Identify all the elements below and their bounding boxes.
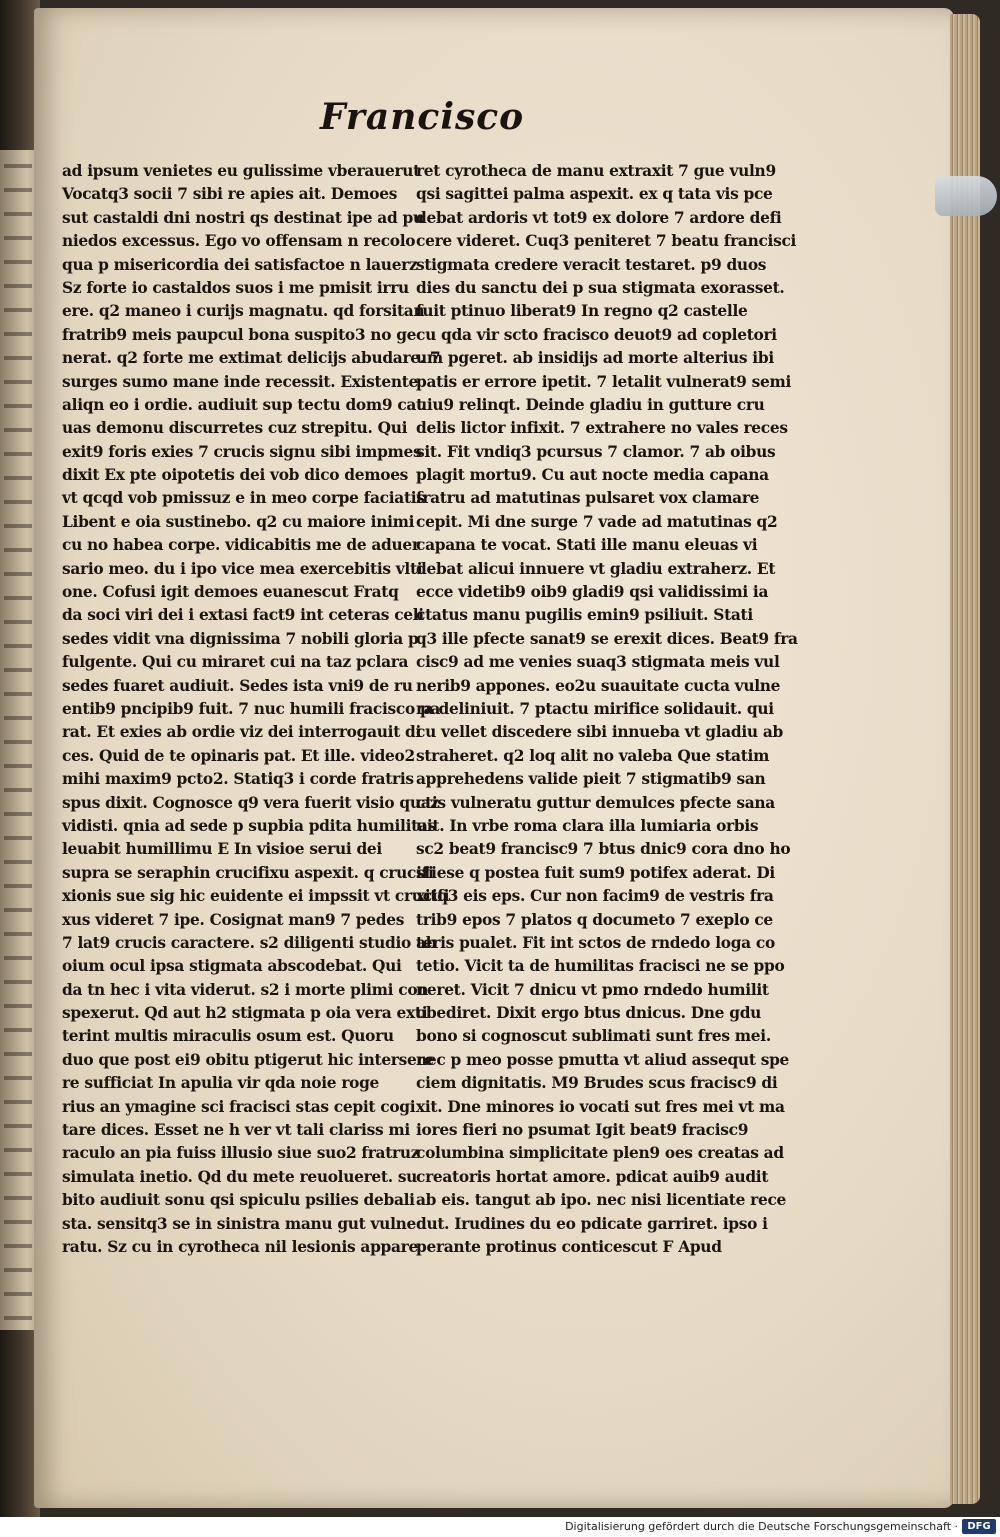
text-line: xit. Dne minores io vocati sut fres mei vt ma	[416, 1097, 785, 1116]
text-line: stigmata credere veracit testaret. p9 duos	[416, 255, 767, 274]
text-line: fuit ptinuo liberat9 In regno q2 castelle	[416, 302, 748, 321]
text-line: re sufficiat In apulia vir qda noie roge	[62, 1074, 380, 1093]
text-line: ratu. Sz cu in cyrotheca nil lesionis appare	[62, 1237, 418, 1256]
text-line: capana te vocat. Stati ille manu eleuas vi	[416, 536, 758, 555]
text-line: fratru ad matutinas pulsaret vox clamare	[416, 489, 760, 508]
text-line: qua p misericordia dei satisfactoe n lauerz	[62, 255, 418, 274]
text-line: supra se seraphin crucifixu aspexit. q crucifi	[62, 863, 434, 882]
digitization-footer	[0, 1517, 1000, 1537]
text-line: cepit. Mi dne surge 7 vade ad matutinas q2	[416, 512, 778, 531]
text-line: duo que post ei9 obitu ptigerut hic intersere	[62, 1050, 434, 1069]
text-line: ciem dignitatis. M9 Brudes scus fracisc9 di	[416, 1074, 778, 1093]
text-line: ere. q2 maneo i curijs magnatu. qd forsitan	[62, 302, 425, 321]
text-line: ra deliniuit. 7 ptactu mirifice solidauit. qui	[416, 699, 774, 718]
text-line: ab eis. tangut ab ipo. nec nisi licentiate rece	[416, 1191, 787, 1210]
dfg-logo: DFG	[962, 1519, 996, 1534]
text-line: sc2 beat9 francisc9 7 btus dnic9 cora dno ho	[416, 840, 791, 859]
text-line: mihi maxim9 pcto2. Statiq3 i corde fratris	[62, 770, 414, 789]
text-line: Sz forte io castaldos suos i me pmisit irru	[62, 278, 409, 297]
text-line: cu no habea corpe. vidicabitis me de aduer	[62, 536, 420, 555]
text-line: apprehedens valide pieit 7 stigmatib9 san	[416, 770, 766, 789]
text-line: delis lictor infixit. 7 extrahere no vales reces	[416, 419, 788, 438]
text-line: debat alicui innuere vt gladiu extraherz. Et	[416, 559, 776, 578]
text-line: uiu9 relinqt. Deinde gladiu in gutture cru	[416, 395, 765, 414]
text-line: nerat. q2 forte me extimat delicijs abudare. 7	[62, 349, 441, 368]
text-line: terint multis miraculis osum est. Quoru	[62, 1027, 394, 1046]
text-line: da tn hec i vita viderut. s2 i morte plimi con	[62, 980, 429, 999]
text-line: fulgente. Qui cu miraret cui na taz pclara	[62, 653, 409, 672]
text-line: xionis sue sig hic euidente ei impssit vt crucifi	[62, 887, 450, 906]
text-line: teris pualet. Fit int sctos de rndedo loga co	[416, 933, 775, 952]
text-line: sut castaldi dni nostri qs destinat ipe ad pu	[62, 208, 424, 227]
text-line: obediret. Dixit ergo btus dnicus. Dne gdu	[416, 1004, 762, 1023]
text-line: vt qcqd vob pmissuz e in meo corpe faciatis	[62, 489, 425, 508]
text-line: nerib9 appones. eo2u suauitate cucta vulne	[416, 676, 781, 695]
text-line: entib9 pncipib9 fuit. 7 nuc humili fracisco pa	[62, 699, 441, 718]
text-line: rat. Et exies ab ordie viz dei interrogauit di	[62, 723, 422, 742]
text-line: niedos excessus. Ego vo offensam n recolo	[62, 232, 416, 251]
text-line: uit. In vrbe roma clara illa lumiaria orbis	[416, 816, 759, 835]
text-line: bito audiuit sonu qsi spiculu psilies debali	[62, 1191, 415, 1210]
text-line: exit9 foris exies 7 crucis signu sibi impmes	[62, 442, 422, 461]
page-stack-edge	[950, 14, 980, 1504]
text-line: straheret. q2 loq alit no valeba Que statim	[416, 746, 770, 765]
text-line: neret. Vicit 7 dnicu vt pmo rndedo humilit	[416, 980, 769, 999]
text-line: aliqn eo i ordie. audiuit sup tectu dom9 cat	[62, 395, 423, 414]
left-text-column	[62, 160, 450, 1259]
text-line: iores fieri no psumat Igit beat9 fracisc9	[416, 1121, 749, 1140]
text-line: spus dixit. Cognosce q9 vera fuerit visio quaz	[62, 793, 439, 812]
text-line: xitq3 eis eps. Cur non facim9 de vestris fra	[416, 887, 774, 906]
text-line: ret cyrotheca de manu extraxit 7 gue vuln9	[416, 162, 776, 180]
text-line: cere videret. Cuq3 peniteret 7 beatu francisci	[416, 232, 797, 251]
page-clip-marker	[935, 176, 997, 216]
text-line: da soci viri dei i extasi fact9 int ceteras celi	[62, 606, 424, 625]
text-line: debat ardoris vt tot9 ex dolore 7 ardore defi	[416, 208, 782, 227]
funding-credit: Digitalisierung gefördert durch die Deutsche Forschungsgemeinschaft ·	[565, 1520, 958, 1533]
text-line: creatoris hortat amore. pdicat auib9 audit	[416, 1167, 769, 1186]
text-line: q3 ille pfecte sanat9 se erexit dices. Beat9 fra	[416, 629, 798, 648]
text-line: perante protinus conticescut F Apud	[416, 1237, 722, 1256]
text-line: oium ocul ipsa stigmata abscodebat. Qui	[62, 957, 402, 976]
text-line: surges sumo mane inde recessit. Existente	[62, 372, 419, 391]
text-line: sedes vidit vna dignissima 7 nobili gloria p	[62, 629, 419, 648]
text-line: tare dices. Esset ne h ver vt tali clariss mi	[62, 1121, 410, 1140]
facing-page-edge	[0, 150, 38, 1330]
right-text-column	[416, 160, 798, 1259]
text-line: ces. Quid de te opinaris pat. Et ille. video2	[62, 746, 415, 765]
text-line: cu qda vir scto fracisco deuot9 ad copletori	[416, 325, 777, 344]
text-line: dixit Ex pte oipotetis dei vob dico demoes	[62, 466, 409, 485]
text-line: cisc9 ad me venies suaq3 stigmata meis vul	[416, 653, 780, 672]
text-line: 7 lat9 crucis caractere. s2 diligenti studio ab	[62, 933, 437, 952]
text-line: simulata inetio. Qd du mete reuolueret. su	[62, 1167, 418, 1186]
text-line: sta. sensitq3 se in sinistra manu gut vulne	[62, 1214, 417, 1233]
text-line: dies du sanctu dei p sua stigmata exorasset.	[416, 278, 785, 297]
text-line: tetio. Vicit ta de humilitas fracisci ne se ppo	[416, 957, 785, 976]
text-line: sit. Fit vndiq3 pcursus 7 clamor. 7 ab oibus	[416, 442, 776, 461]
text-line: nec p meo posse pmutta vt aliud assequt spe	[416, 1050, 790, 1069]
text-line: plagit mortu9. Cu aut nocte media capana	[416, 466, 769, 485]
text-line: uas demonu discurretes cuz strepitu. Qui	[62, 419, 408, 438]
text-line: fratrib9 meis paupcul bona suspito3 no ge	[62, 325, 417, 344]
text-line: sario meo. du i ipo vice mea exercebitis vlti	[62, 559, 423, 578]
text-line: xus videret 7 ipe. Cosignat man9 7 pedes	[62, 910, 405, 929]
text-line: one. Cofusi igit demoes euanescut Fratq	[62, 583, 399, 602]
text-line: cu vellet discedere sibi innueba vt gladiu ab	[416, 723, 784, 742]
text-line: ctatus manu pugilis emin9 psiliuit. Stati	[416, 606, 753, 625]
text-line: bono si cognoscut sublimati sunt fres mei.	[416, 1027, 771, 1046]
text-line: ecce videtib9 oib9 gladi9 qsi validissimi ia	[416, 583, 769, 602]
text-line: spexerut. Qd aut h2 stigmata p oia vera exti	[62, 1004, 428, 1023]
text-line: rius an ymagine sci fracisci stas cepit cogi	[62, 1097, 416, 1116]
text-line: ad ipsum venietes eu gulissime vberauerut	[62, 162, 420, 180]
text-line: Vocatq3 socii 7 sibi re apies ait. Demoes	[62, 185, 398, 204]
running-head: Francisco	[320, 96, 525, 138]
text-line: columbina simplicitate plen9 oes creatas ad	[416, 1144, 784, 1163]
text-line: trib9 epos 7 platos q documeto 7 exeplo ce	[416, 910, 773, 929]
text-line: stiese q postea fuit sum9 potifex aderat. Di	[416, 863, 775, 882]
text-line: vidisti. qnia ad sede p supbia pdita humilitas	[62, 816, 436, 835]
text-line: sedes fuaret audiuit. Sedes ista vni9 de ru	[62, 676, 413, 695]
text-line: qsi sagittei palma aspexit. ex q tata vis pce	[416, 185, 773, 204]
text-line: Libent e oia sustinebo. q2 cu maiore inimi	[62, 512, 415, 531]
text-line: patis er errore ipetit. 7 letalit vulnerat9 semi	[416, 372, 792, 391]
text-line: leuabit humillimu E In visioe serui dei	[62, 840, 382, 859]
text-line: raculo an pia fuiss illusio siue suo2 fratruz	[62, 1144, 420, 1163]
text-line: um pgeret. ab insidijs ad morte alterius ibi	[416, 349, 774, 368]
text-line: dut. Irudines du eo pdicate garriret. ipso i	[416, 1214, 768, 1233]
text-line: ctis vulneratu guttur demulces pfecte sana	[416, 793, 775, 812]
